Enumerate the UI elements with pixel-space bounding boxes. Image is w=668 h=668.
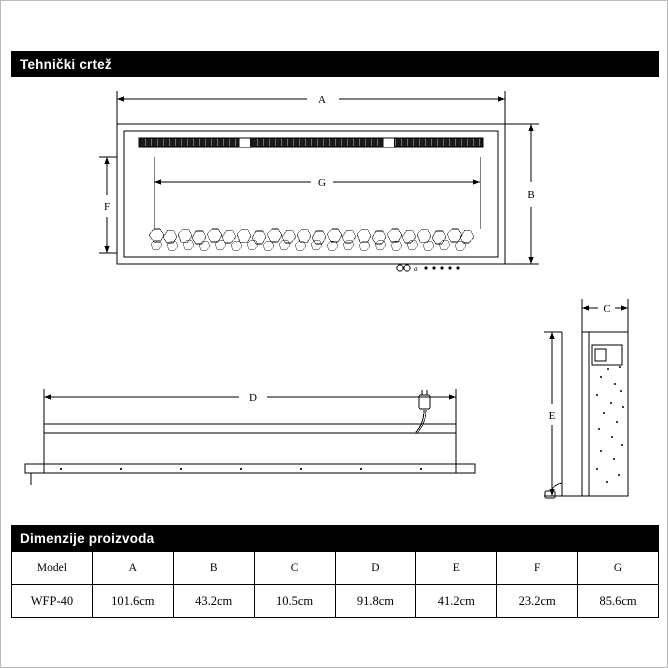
- table-header-g: G: [578, 552, 659, 585]
- cell-g: 85.6cm: [578, 585, 659, 618]
- cell-b: 43.2cm: [173, 585, 254, 618]
- cell-f: 23.2cm: [497, 585, 578, 618]
- table-header-e: E: [416, 552, 497, 585]
- svg-text:G: G: [318, 177, 326, 189]
- cell-e: 41.2cm: [416, 585, 497, 618]
- svg-text:E: E: [548, 410, 556, 422]
- table-row: [12, 585, 659, 618]
- section-header-technical-drawing: [11, 51, 659, 77]
- svg-text:B: B: [527, 189, 535, 201]
- svg-text:C: C: [603, 303, 611, 315]
- table-header-model: Model: [12, 552, 93, 585]
- table-header-row: [12, 552, 659, 585]
- table-header-a: A: [92, 552, 173, 585]
- table-header-d: D: [335, 552, 416, 585]
- table-header-b: B: [173, 552, 254, 585]
- table-header-c: C: [254, 552, 335, 585]
- cell-c: 10.5cm: [254, 585, 335, 618]
- cell-model: WFP-40: [12, 585, 93, 618]
- table-header-f: F: [497, 552, 578, 585]
- technical-drawing-area: [11, 77, 659, 525]
- cell-d: 91.8cm: [335, 585, 416, 618]
- svg-text:D: D: [249, 392, 257, 404]
- section-title-technical-drawing: Tehnički crtež: [20, 56, 112, 72]
- section-header-dimensions: [11, 525, 659, 551]
- cell-a: 101.6cm: [92, 585, 173, 618]
- svg-text:F: F: [103, 201, 111, 213]
- section-title-dimensions: Dimenzije proizvoda: [20, 530, 155, 546]
- dimensions-table: [11, 551, 659, 618]
- svg-text:σ: σ: [414, 267, 418, 273]
- svg-text:A: A: [318, 94, 326, 106]
